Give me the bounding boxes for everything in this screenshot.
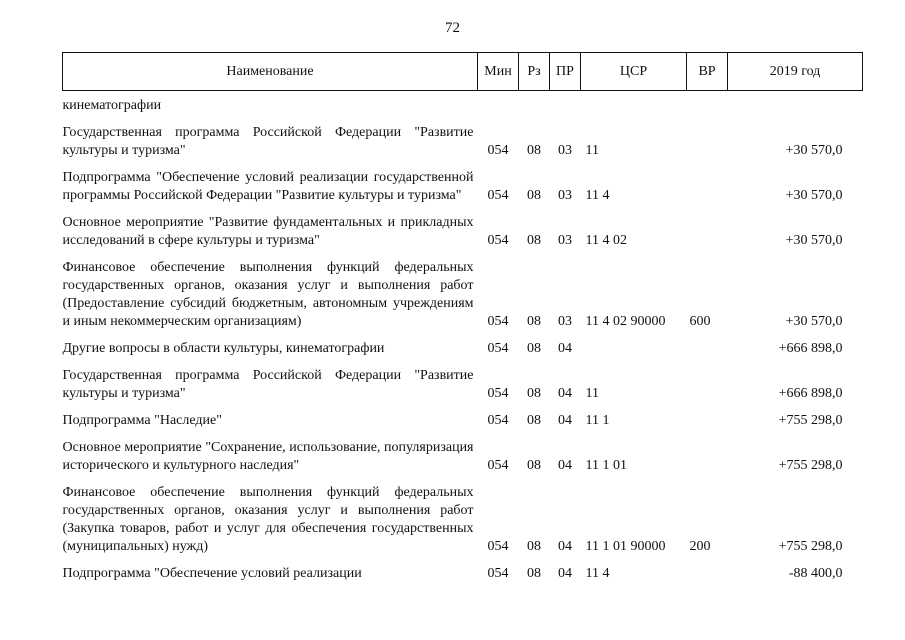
row-pr: 04 <box>558 539 572 554</box>
row-min: 054 <box>487 566 509 581</box>
row-csr: 11 4 <box>585 566 610 581</box>
row-vr: 200 <box>689 539 711 554</box>
row-csr: 11 4 02 90000 <box>585 314 666 329</box>
row-spacer <box>63 475 863 484</box>
row-rz: 08 <box>527 341 541 356</box>
row-name: кинематографии <box>62 98 162 113</box>
row-name: Другие вопросы в области культуры, кинематографии <box>62 341 385 356</box>
row-pr: 04 <box>558 413 572 428</box>
row-min: 054 <box>487 314 509 329</box>
table-row <box>63 565 863 583</box>
row-rz <box>519 97 550 115</box>
row-pr: 03 <box>558 143 572 158</box>
table-row <box>63 340 863 358</box>
row-pr: 04 <box>558 458 572 473</box>
row-csr: 11 1 01 <box>585 458 627 473</box>
row-amount: +666 898,0 <box>778 386 843 401</box>
table-row <box>63 97 863 115</box>
row-amount: +30 570,0 <box>785 188 843 203</box>
row-spacer-cell <box>63 205 863 214</box>
row-vr <box>687 412 728 430</box>
row-name: Основное мероприятие "Развитие фундаментальных и прикладных исследований в сфере культуры и туризма" <box>62 215 474 248</box>
row-rz: 08 <box>527 386 541 401</box>
row-min <box>478 97 519 115</box>
header-min: Мин <box>478 53 519 91</box>
row-name: Финансовое обеспечение выполнения функций федеральных государственных органов, оказания услуг и выполнения работ (Предоставление субсидий бюджетным, автономным учреждениям и иным некоммерческим организациям) <box>62 260 474 329</box>
row-csr: 11 1 01 90000 <box>585 539 666 554</box>
row-spacer <box>63 331 863 340</box>
row-spacer <box>63 556 863 565</box>
row-pr: 04 <box>558 386 572 401</box>
row-vr <box>687 169 728 205</box>
row-spacer-cell <box>63 358 863 367</box>
row-amount: +755 298,0 <box>778 539 843 554</box>
row-spacer <box>63 160 863 169</box>
table-row <box>63 484 863 556</box>
row-min: 054 <box>487 386 509 401</box>
row-min: 054 <box>487 143 509 158</box>
row-rz: 08 <box>527 413 541 428</box>
row-spacer <box>63 430 863 439</box>
row-name: Государственная программа Российской Федерации "Развитие культуры и туризма" <box>62 368 474 401</box>
budget-table <box>62 52 863 583</box>
row-amount: +30 570,0 <box>785 233 843 248</box>
row-spacer-cell <box>63 475 863 484</box>
row-min: 054 <box>487 539 509 554</box>
row-min: 054 <box>487 413 509 428</box>
header-name: Наименование <box>63 53 478 91</box>
row-csr: 11 <box>585 386 599 401</box>
table-row <box>63 412 863 430</box>
row-csr: 11 <box>585 143 599 158</box>
row-rz: 08 <box>527 143 541 158</box>
row-amount: +30 570,0 <box>785 314 843 329</box>
row-pr: 03 <box>558 233 572 248</box>
row-spacer <box>63 250 863 259</box>
row-min: 054 <box>487 458 509 473</box>
row-spacer-cell <box>63 331 863 340</box>
row-spacer-cell <box>63 250 863 259</box>
row-name: Государственная программа Российской Федерации "Развитие культуры и туризма" <box>62 125 474 158</box>
row-spacer-cell <box>63 556 863 565</box>
row-pr <box>550 97 581 115</box>
header-csr: ЦСР <box>581 53 687 91</box>
row-rz: 08 <box>527 458 541 473</box>
row-pr: 04 <box>558 566 572 581</box>
row-spacer-cell <box>63 430 863 439</box>
table-row <box>63 214 863 250</box>
row-amount: +755 298,0 <box>778 458 843 473</box>
table-row <box>63 169 863 205</box>
row-vr <box>687 565 728 583</box>
row-vr <box>687 124 728 160</box>
header-pr: ПР <box>550 53 581 91</box>
row-name: Финансовое обеспечение выполнения функций федеральных государственных органов, оказания услуг и выполнения работ (Закупка товаров, работ и услуг для обеспечения государственных (муниципальных) нужд) <box>62 485 474 554</box>
row-csr: 11 1 <box>585 413 610 428</box>
row-vr <box>687 367 728 403</box>
row-rz: 08 <box>527 566 541 581</box>
row-rz: 08 <box>527 314 541 329</box>
table-row <box>63 367 863 403</box>
row-name: Подпрограмма "Обеспечение условий реализации <box>62 566 362 581</box>
row-vr: 600 <box>689 314 711 329</box>
row-amount <box>728 97 863 115</box>
row-name: Подпрограмма "Обеспечение условий реализации государственной программы Российской Федерации "Развитие культуры и туризма" <box>62 170 474 203</box>
row-csr <box>581 340 687 358</box>
row-vr <box>687 214 728 250</box>
row-spacer <box>63 205 863 214</box>
row-amount: +755 298,0 <box>778 413 843 428</box>
header-row <box>63 53 863 91</box>
header-vr: ВР <box>687 53 728 91</box>
row-vr <box>687 97 728 115</box>
table-header <box>63 53 863 91</box>
row-spacer <box>63 403 863 412</box>
row-vr <box>687 340 728 358</box>
row-min: 054 <box>487 188 509 203</box>
header-amount: 2019 год <box>728 53 863 91</box>
row-spacer-cell <box>63 115 863 124</box>
row-amount: +666 898,0 <box>778 341 843 356</box>
table-body <box>63 91 863 584</box>
row-spacer <box>63 358 863 367</box>
table-row <box>63 259 863 331</box>
row-amount: +30 570,0 <box>785 143 843 158</box>
table-row <box>63 439 863 475</box>
row-rz: 08 <box>527 188 541 203</box>
row-pr: 04 <box>558 341 572 356</box>
row-spacer-cell <box>63 403 863 412</box>
row-spacer <box>63 115 863 124</box>
row-name: Подпрограмма "Наследие" <box>62 413 222 428</box>
row-pr: 03 <box>558 188 572 203</box>
header-rz: Рз <box>519 53 550 91</box>
row-min: 054 <box>487 233 509 248</box>
row-rz: 08 <box>527 233 541 248</box>
row-csr <box>581 97 687 115</box>
row-rz: 08 <box>527 539 541 554</box>
row-pr: 03 <box>558 314 572 329</box>
row-vr <box>687 439 728 475</box>
row-spacer-cell <box>63 160 863 169</box>
table-row <box>63 124 863 160</box>
row-amount: -88 400,0 <box>788 566 843 581</box>
row-csr: 11 4 02 <box>585 233 627 248</box>
row-min: 054 <box>487 341 509 356</box>
row-csr: 11 4 <box>585 188 610 203</box>
row-name: Основное мероприятие "Сохранение, использование, популяризация исторического и культурного наследия" <box>62 440 474 473</box>
page-number: 72 <box>445 20 460 36</box>
